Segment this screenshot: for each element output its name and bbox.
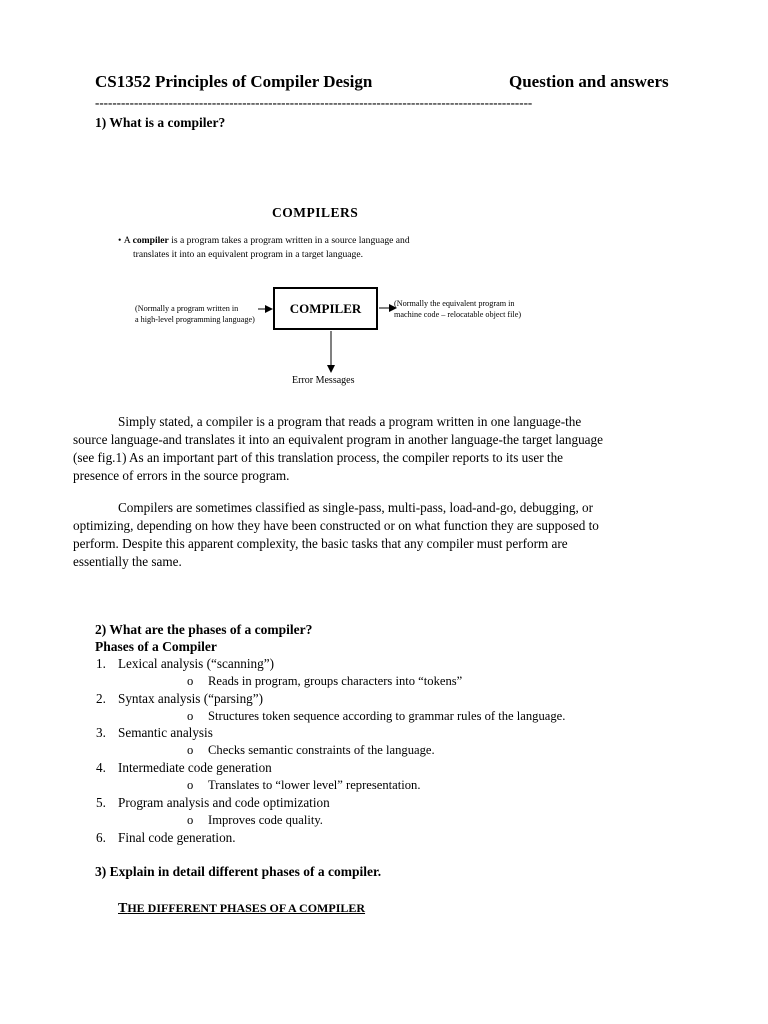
paragraph-2: Compilers are sometimes classified as single-pass, multi-pass, load-and-go, debugging, or optimizing, depending on how they have been constructed or on what function they are supposed to perform. Despite this apparent complexity, the basic tasks that any compiler must perform are essentially the same. bbox=[73, 500, 599, 569]
question-1-heading: 1) What is a compiler? bbox=[95, 115, 226, 130]
question-2-heading: 2) What are the phases of a compiler? bbox=[95, 622, 313, 637]
figure-bullet-text: • A compiler is a program takes a program written in a source language and translates it into an equivalent program in a target language. bbox=[118, 235, 410, 260]
list-item: Lexical analysis (“scanning”) bbox=[118, 656, 274, 671]
section-title: THE DIFFERENT PHASES OF A COMPILER bbox=[118, 901, 366, 916]
phases-subheading: Phases of a Compiler bbox=[95, 639, 217, 654]
sub-bullet-marker: o bbox=[187, 778, 194, 792]
sub-item: Improves code quality. bbox=[208, 813, 323, 827]
list-item-num: 6. bbox=[96, 830, 106, 845]
list-item-num: 2. bbox=[96, 691, 106, 706]
bullet-term: compiler bbox=[132, 235, 169, 246]
sub-item: Structures token sequence according to grammar rules of the language. bbox=[208, 709, 566, 723]
list-item-num: 3. bbox=[96, 725, 106, 740]
figure-title: COMPILERS bbox=[272, 205, 359, 220]
list-item-num: 4. bbox=[96, 760, 106, 775]
bullet-marker: • bbox=[118, 235, 122, 246]
question-3-heading: 3) Explain in detail different phases of a compiler. bbox=[95, 864, 382, 879]
list-item-num: 5. bbox=[96, 795, 106, 810]
sub-bullet-marker: o bbox=[187, 743, 194, 757]
output-note: (Normally the equivalent program in machine code – relocatable object file) bbox=[394, 299, 522, 319]
sub-item: Reads in program, groups characters into “tokens” bbox=[208, 674, 463, 688]
header-separator: ----------------------------------------------------------------------------------------------------- bbox=[95, 95, 533, 110]
sub-item: Checks semantic constraints of the language. bbox=[208, 743, 435, 757]
course-title: CS1352 Principles of Compiler Design bbox=[95, 72, 373, 91]
list-item: Intermediate code generation bbox=[118, 760, 272, 775]
list-item: Semantic analysis bbox=[118, 725, 213, 740]
list-item: Program analysis and code optimization bbox=[118, 795, 330, 810]
error-messages-label: Error Messages bbox=[292, 375, 355, 386]
sub-bullet-marker: o bbox=[187, 674, 194, 688]
document-type: Question and answers bbox=[509, 72, 669, 91]
list-item-num: 1. bbox=[96, 656, 106, 671]
diagram-arrows bbox=[0, 0, 768, 400]
sub-bullet-marker: o bbox=[187, 813, 194, 827]
list-item: Final code generation. bbox=[118, 830, 236, 845]
sub-item: Translates to “lower level” representation. bbox=[208, 778, 421, 792]
paragraph-1: Simply stated, a compiler is a program that reads a program written in one language-the source language-and translates it into an equivalent program in another language-the target language (see fig.1) As an important part of this translation process, the compiler reports to its user the presence of errors in the source program. bbox=[73, 414, 603, 483]
sub-bullet-marker: o bbox=[187, 709, 194, 723]
list-item: Syntax analysis (“parsing”) bbox=[118, 691, 264, 706]
compiler-box: COMPILER bbox=[273, 287, 378, 330]
input-note: (Normally a program written in a high-level programming language) bbox=[135, 304, 255, 324]
